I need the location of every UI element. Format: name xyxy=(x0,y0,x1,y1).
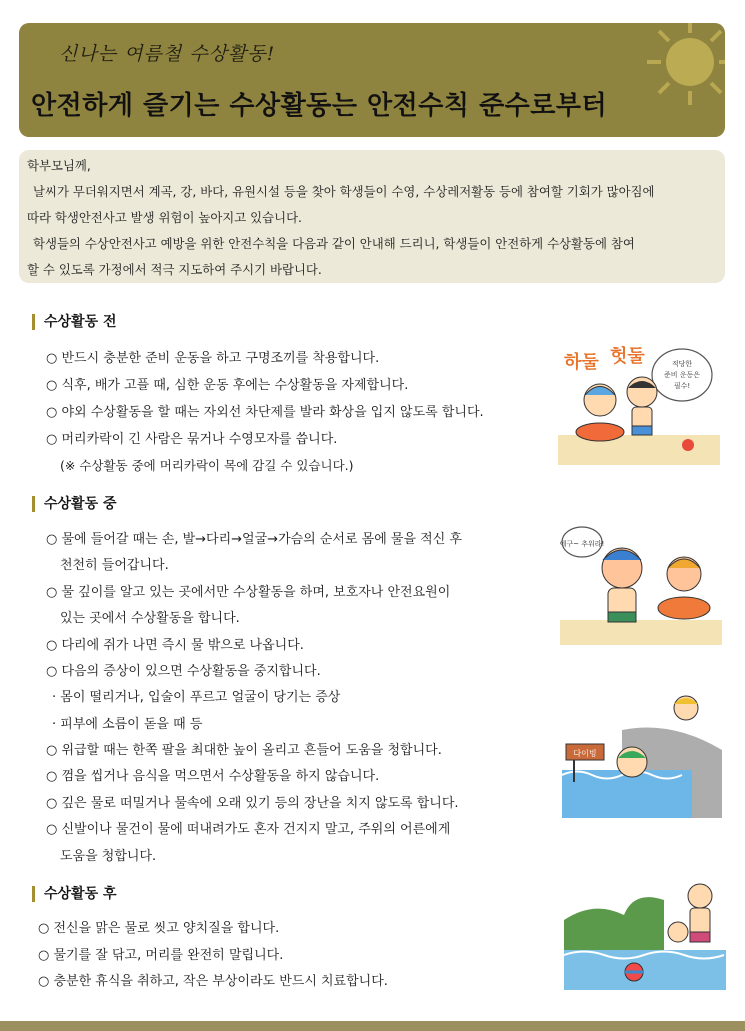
illus-sign-diving: 다이빙 xyxy=(573,749,597,758)
list-item: ○ 반드시 충분한 준비 운동을 하고 구명조끼를 착용합니다. xyxy=(46,351,380,366)
list-subitem: · 몸이 떨리거나, 입술이 푸르고 얼굴이 당기는 증상 xyxy=(52,690,341,705)
list-item: ○ 머리카락이 긴 사람은 묶거나 수영모자를 씁니다. xyxy=(46,432,338,447)
list-item-cont: 도움을 청합니다. xyxy=(60,849,157,864)
list-item: ○ 다음의 증상이 있으면 수상활동을 중지합니다. xyxy=(46,664,321,679)
list-item: ○ 야외 수상활동을 할 때는 자외선 차단제를 발라 화상을 입지 않도록 합니다. xyxy=(46,405,484,420)
intro-line: 학생들의 수상안전사고 예방을 위한 안전수칙을 다음과 같이 안내해 드리니, 학생들이 안전하게 수상활동에 참여 xyxy=(33,236,635,251)
page-title: 안전하게 즐기는 수상활동는 안전수칙 준수로부터 xyxy=(31,91,608,121)
list-item: ○ 물 깊이를 알고 있는 곳에서만 수상활동을 하며, 보호자나 안전요원이 xyxy=(46,585,451,600)
list-item: ○ 물에 들어갈 때는 손, 발→다리→얼굴→가슴의 순서로 몸에 물을 적신 후 xyxy=(46,532,462,547)
cold-kids-illustration xyxy=(560,520,722,645)
list-subitem: · 피부에 소름이 돋을 때 등 xyxy=(52,717,203,732)
section-heading-after: 수상활동 후 xyxy=(32,886,117,902)
intro-greeting: 학부모님께, xyxy=(27,158,91,173)
illus-bubble-cold: 에구~ 추워라! xyxy=(560,540,605,548)
list-item: ○ 위급할 때는 한쪽 팔을 최대한 높이 올리고 흔들어 도움을 청합니다. xyxy=(46,743,442,758)
list-item: ○ 충분한 휴식을 취하고, 작은 부상이라도 반드시 치료합니다. xyxy=(38,974,388,989)
list-item: ○ 다리에 쥐가 나면 즉시 물 밖으로 나옵니다. xyxy=(46,638,304,653)
intro-line: 따라 학생안전사고 발생 위험이 높아지고 있습니다. xyxy=(27,210,302,225)
title-banner xyxy=(19,23,725,137)
intro-line: 날씨가 무더워지면서 계곡, 강, 바다, 유원시설 등을 찾아 학생들이 수영, 수상레저활동 등에 참여할 기회가 많아짐에 xyxy=(33,184,655,199)
svg-text:준비 운동은: 준비 운동은 xyxy=(663,371,701,379)
diving-illustration xyxy=(562,690,724,818)
footer-bar xyxy=(0,1021,745,1031)
list-item: ○ 물기를 잘 닦고, 머리를 완전히 말립니다. xyxy=(38,948,284,963)
list-note: (※ 수상활동 중에 머리카락이 목에 감길 수 있습니다.) xyxy=(60,458,354,473)
banner-subtitle: 신나는 여름철 수상활동! xyxy=(59,43,276,65)
section-heading-before: 수상활동 전 xyxy=(32,314,117,330)
list-item: ○ 껌을 씹거나 음식을 먹으면서 수상활동을 하지 않습니다. xyxy=(46,769,380,784)
list-item: ○ 신발이나 물건이 물에 떠내려가도 혼자 건지지 말고, 주위의 어른에게 xyxy=(46,822,451,837)
list-item: ○ 전신을 맑은 물로 씻고 양치질을 합니다. xyxy=(38,921,280,936)
section-heading-during: 수상활동 중 xyxy=(32,496,117,512)
list-item: ○ 식후, 배가 고플 때, 심한 운동 후에는 수상활동을 자제합니다. xyxy=(46,378,409,393)
warmup-kids-illustration xyxy=(558,340,720,465)
svg-text:필수!: 필수! xyxy=(673,382,691,390)
illus-text-hana: 하둘 xyxy=(564,352,599,373)
list-item: ○ 깊은 물로 떠밀거나 물속에 오래 있기 등의 장난을 치지 않도록 합니다. xyxy=(46,796,459,811)
sun-icon xyxy=(645,23,725,107)
illus-text-dul: 헛둘 xyxy=(610,346,645,367)
washing-kids-illustration xyxy=(564,880,726,990)
intro-line: 할 수 있도록 가정에서 적극 지도하여 주시기 바랍니다. xyxy=(27,262,322,277)
intro-box xyxy=(19,150,725,283)
list-item-cont: 천천히 들어갑니다. xyxy=(60,558,169,573)
svg-text:적당한: 적당한 xyxy=(671,360,693,368)
list-item-cont: 있는 곳에서 수상활동을 합니다. xyxy=(60,611,240,626)
